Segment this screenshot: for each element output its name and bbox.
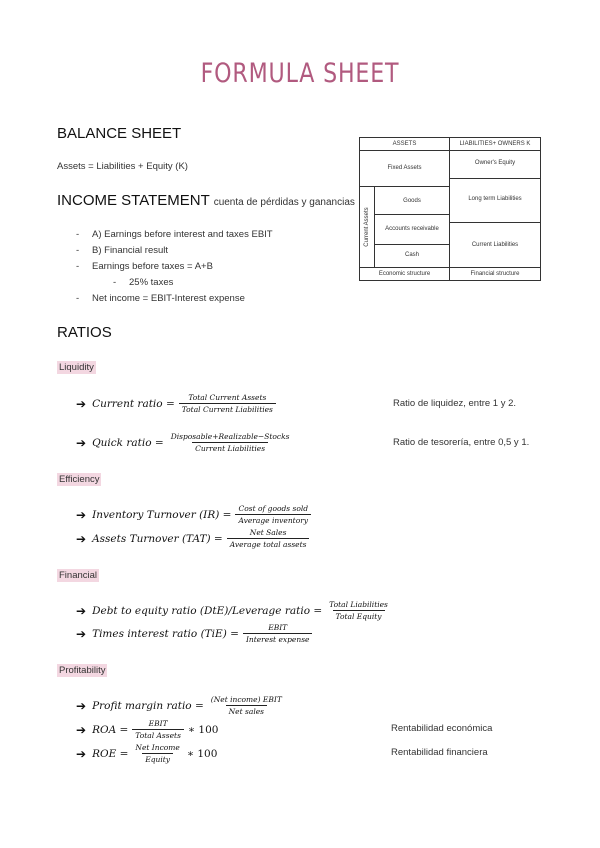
income-statement-title: INCOME STATEMENT — [57, 192, 210, 209]
arrow-icon: ➔ — [76, 435, 87, 450]
roa-formula: ➔ ROA = $\frac{\text{EBIT}}{\text{Total Assets}}$ ∗ 100 — [76, 719, 219, 740]
header-assets: ASSETS — [392, 141, 417, 147]
current-assets-label: Current Assets — [364, 207, 370, 247]
fixed-assets-label: Fixed Assets — [387, 165, 422, 171]
arrow-icon: ➔ — [76, 746, 87, 761]
financial-structure-label: Financial structure — [470, 271, 520, 277]
arrow-icon: ➔ — [76, 722, 87, 737]
assets-turnover-formula: ➔ Assets Turnover (TAT) = $\frac{\text{Net Sales}}{\text{Average total assets}}$ — [76, 528, 313, 549]
list-subitem: - 25% taxes — [113, 277, 174, 288]
cash-label: Cash — [404, 252, 419, 258]
inventory-turnover-formula: ➔ Inventory Turnover (IR) = $\frac{\text{Cost of goods sold}}{\text{Average inventory}}$ — [76, 504, 315, 525]
current-ratio-formula: ➔ Current ratio = $\frac{\text{Total Current Assets}}{\text{Total Current Liabilities}}$ — [76, 393, 280, 414]
accounts-receivable-label: Accounts receivable — [385, 226, 439, 232]
header-liabilities: LIABILITIES+ OWNERS K — [459, 141, 531, 147]
times-interest-formula: ➔ Times interest ratio (TiE) = $\frac{\text{EBIT}}{\text{Interest expense}}$ — [76, 623, 316, 644]
arrow-icon: ➔ — [76, 507, 87, 522]
income-statement-subtitle: cuenta de pérdidas y ganancias — [213, 197, 355, 208]
arrow-icon: ➔ — [76, 531, 87, 546]
quick-ratio-note: Ratio de tesorería, entre 0,5 y 1. — [393, 437, 530, 448]
current-ratio-note: Ratio de liquidez, entre 1 y 2. — [393, 398, 517, 409]
profit-margin-formula: ➔ Profit margin ratio = $\frac{\text{(Net income) EBIT}}{\text{Net sales}}$ — [76, 695, 282, 716]
ratios-heading: RATIOS — [57, 324, 112, 341]
roa-note: Rentabilidad económica — [391, 723, 493, 734]
liquidity-label: Liquidity — [59, 362, 94, 373]
owners-equity-label: Owner's Equity — [474, 160, 516, 166]
roe-formula: ➔ ROE = $\frac{\text{Net Income}}{\text{Equity}}$ ∗ 100 — [76, 743, 218, 764]
list-item: - B) Financial result — [76, 245, 169, 256]
debt-to-equity-formula: ➔ Debt to equity ratio (DtE)/Leverage ratio = $\frac{\text{Total Liabilities}}{\text{Total Equity}}$ — [76, 600, 388, 621]
financial-label: Financial — [59, 570, 98, 581]
balance-sheet-diagram — [359, 137, 541, 281]
economic-structure-label: Economic structure — [378, 271, 431, 277]
arrow-icon: ➔ — [76, 603, 87, 618]
arrow-icon: ➔ — [76, 698, 87, 713]
efficiency-label: Efficiency — [59, 474, 100, 485]
income-statement-heading — [57, 192, 355, 209]
long-term-liabilities-label: Long term Liabilities — [468, 196, 522, 202]
arrow-icon: ➔ — [76, 396, 87, 411]
roe-note: Rentabilidad financiera — [391, 747, 488, 758]
page-title: FORMULA SHEET — [200, 58, 400, 89]
current-liabilities-label: Current Liabilities — [471, 242, 519, 248]
list-item: - Net income = EBIT-Interest expense — [76, 293, 245, 304]
balance-equation: Assets = Liabilities + Equity (K) — [57, 161, 188, 172]
balance-sheet-heading: BALANCE SHEET — [57, 125, 182, 142]
list-item: - Earnings before taxes = A+B — [76, 261, 213, 272]
arrow-icon: ➔ — [76, 626, 87, 641]
profitability-label: Profitability — [59, 665, 106, 676]
list-item: - A) Earnings before interest and taxes EBIT — [76, 229, 273, 240]
quick-ratio-formula: ➔ Quick ratio = $\frac{\text{Disposable+Realizable−Stocks}}{\text{Current Liabilities}}$ — [76, 432, 290, 453]
goods-label: Goods — [403, 198, 421, 204]
